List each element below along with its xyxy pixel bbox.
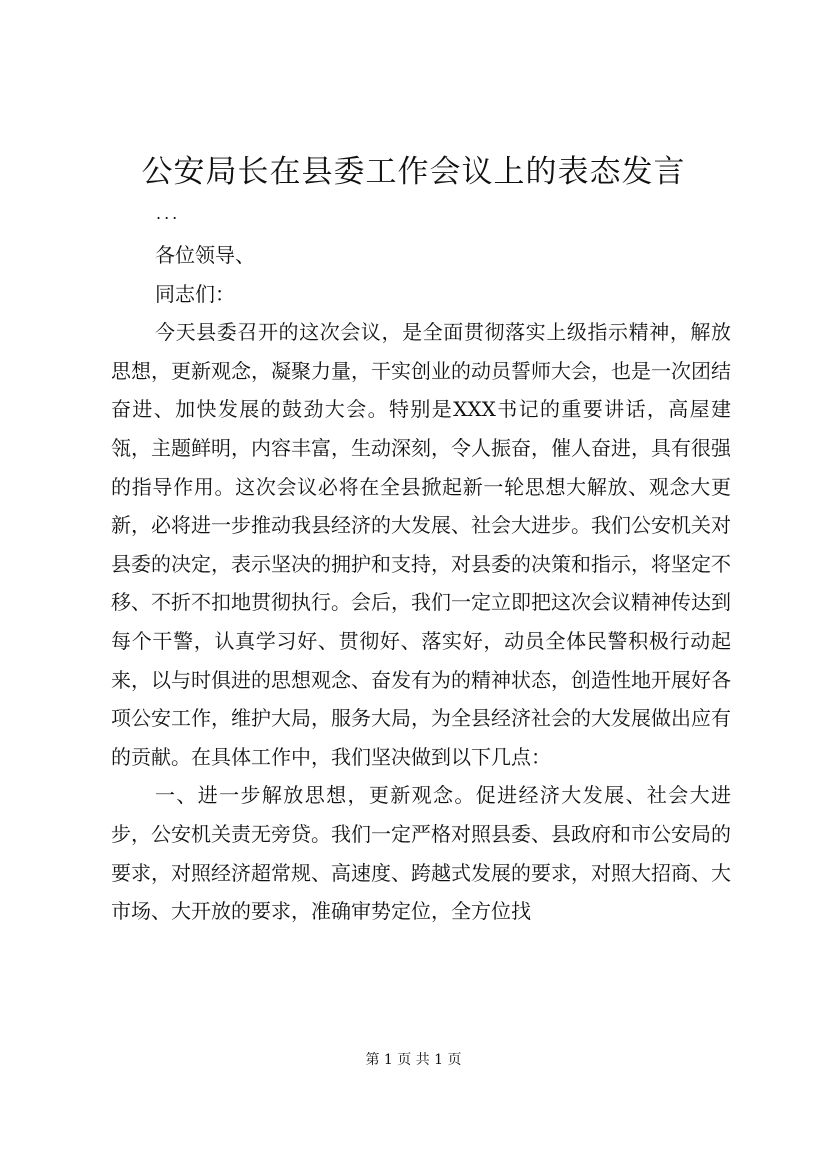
document-body [111,236,731,931]
salutation-leaders: 各位领导、 [155,243,255,267]
paragraph-point-one: 一、进一步解放思想，更新观念。促进经济大发展、社会大进步，公安机关责无旁贷。我们一定严格对照县委、县政府和市公安局的要求，对照经济超常规、高速度、跨越式发展的要求，对照大招商、大市场、大开放的要求，准确审势定位，全方位找 [111,783,731,924]
page-number-footer: 第 1 页 共 1 页 [365,1052,462,1068]
salutation-comrades: 同志们： [155,281,235,306]
ellipsis-marker: ... [156,204,181,223]
document-title: 公安局长在县委工作会议上的表态发言 [141,154,686,190]
paragraph-opening: 今天县委召开的这次会议，是全面贯彻落实上级指示精神，解放思想，更新观念，凝聚力量，干实创业的动员誓师大会，也是一次团结奋进、加快发展的鼓劲大会。特别是XXX书记的重要讲话，高屋建瓴，主题鲜明，内容丰富，生动深刻，令人振奋，催人奋进，具有很强的指导作用。这次会议必将在全县掀起新一轮思想大解放、观念大更新，必将进一步推动我县经济的大发展、社会大进步。我们公安机关对县委的决定，表示坚决的拥护和支持，对县委的决策和指示，将坚定不移、不折不扣地贯彻执行。会后，我们一定立即把这次会议精神传达到每个干警，认真学习好、贯彻好、落实好，动员全体民警积极行动起来，以与时俱进的思想观念、奋发有为的精神状态，创造性地开展好各项公安工作，维护大局，服务大局，为全县经济社会的大发展做出应有的贡献。在具体工作中，我们坚决做到以下几点： [111,320,731,769]
